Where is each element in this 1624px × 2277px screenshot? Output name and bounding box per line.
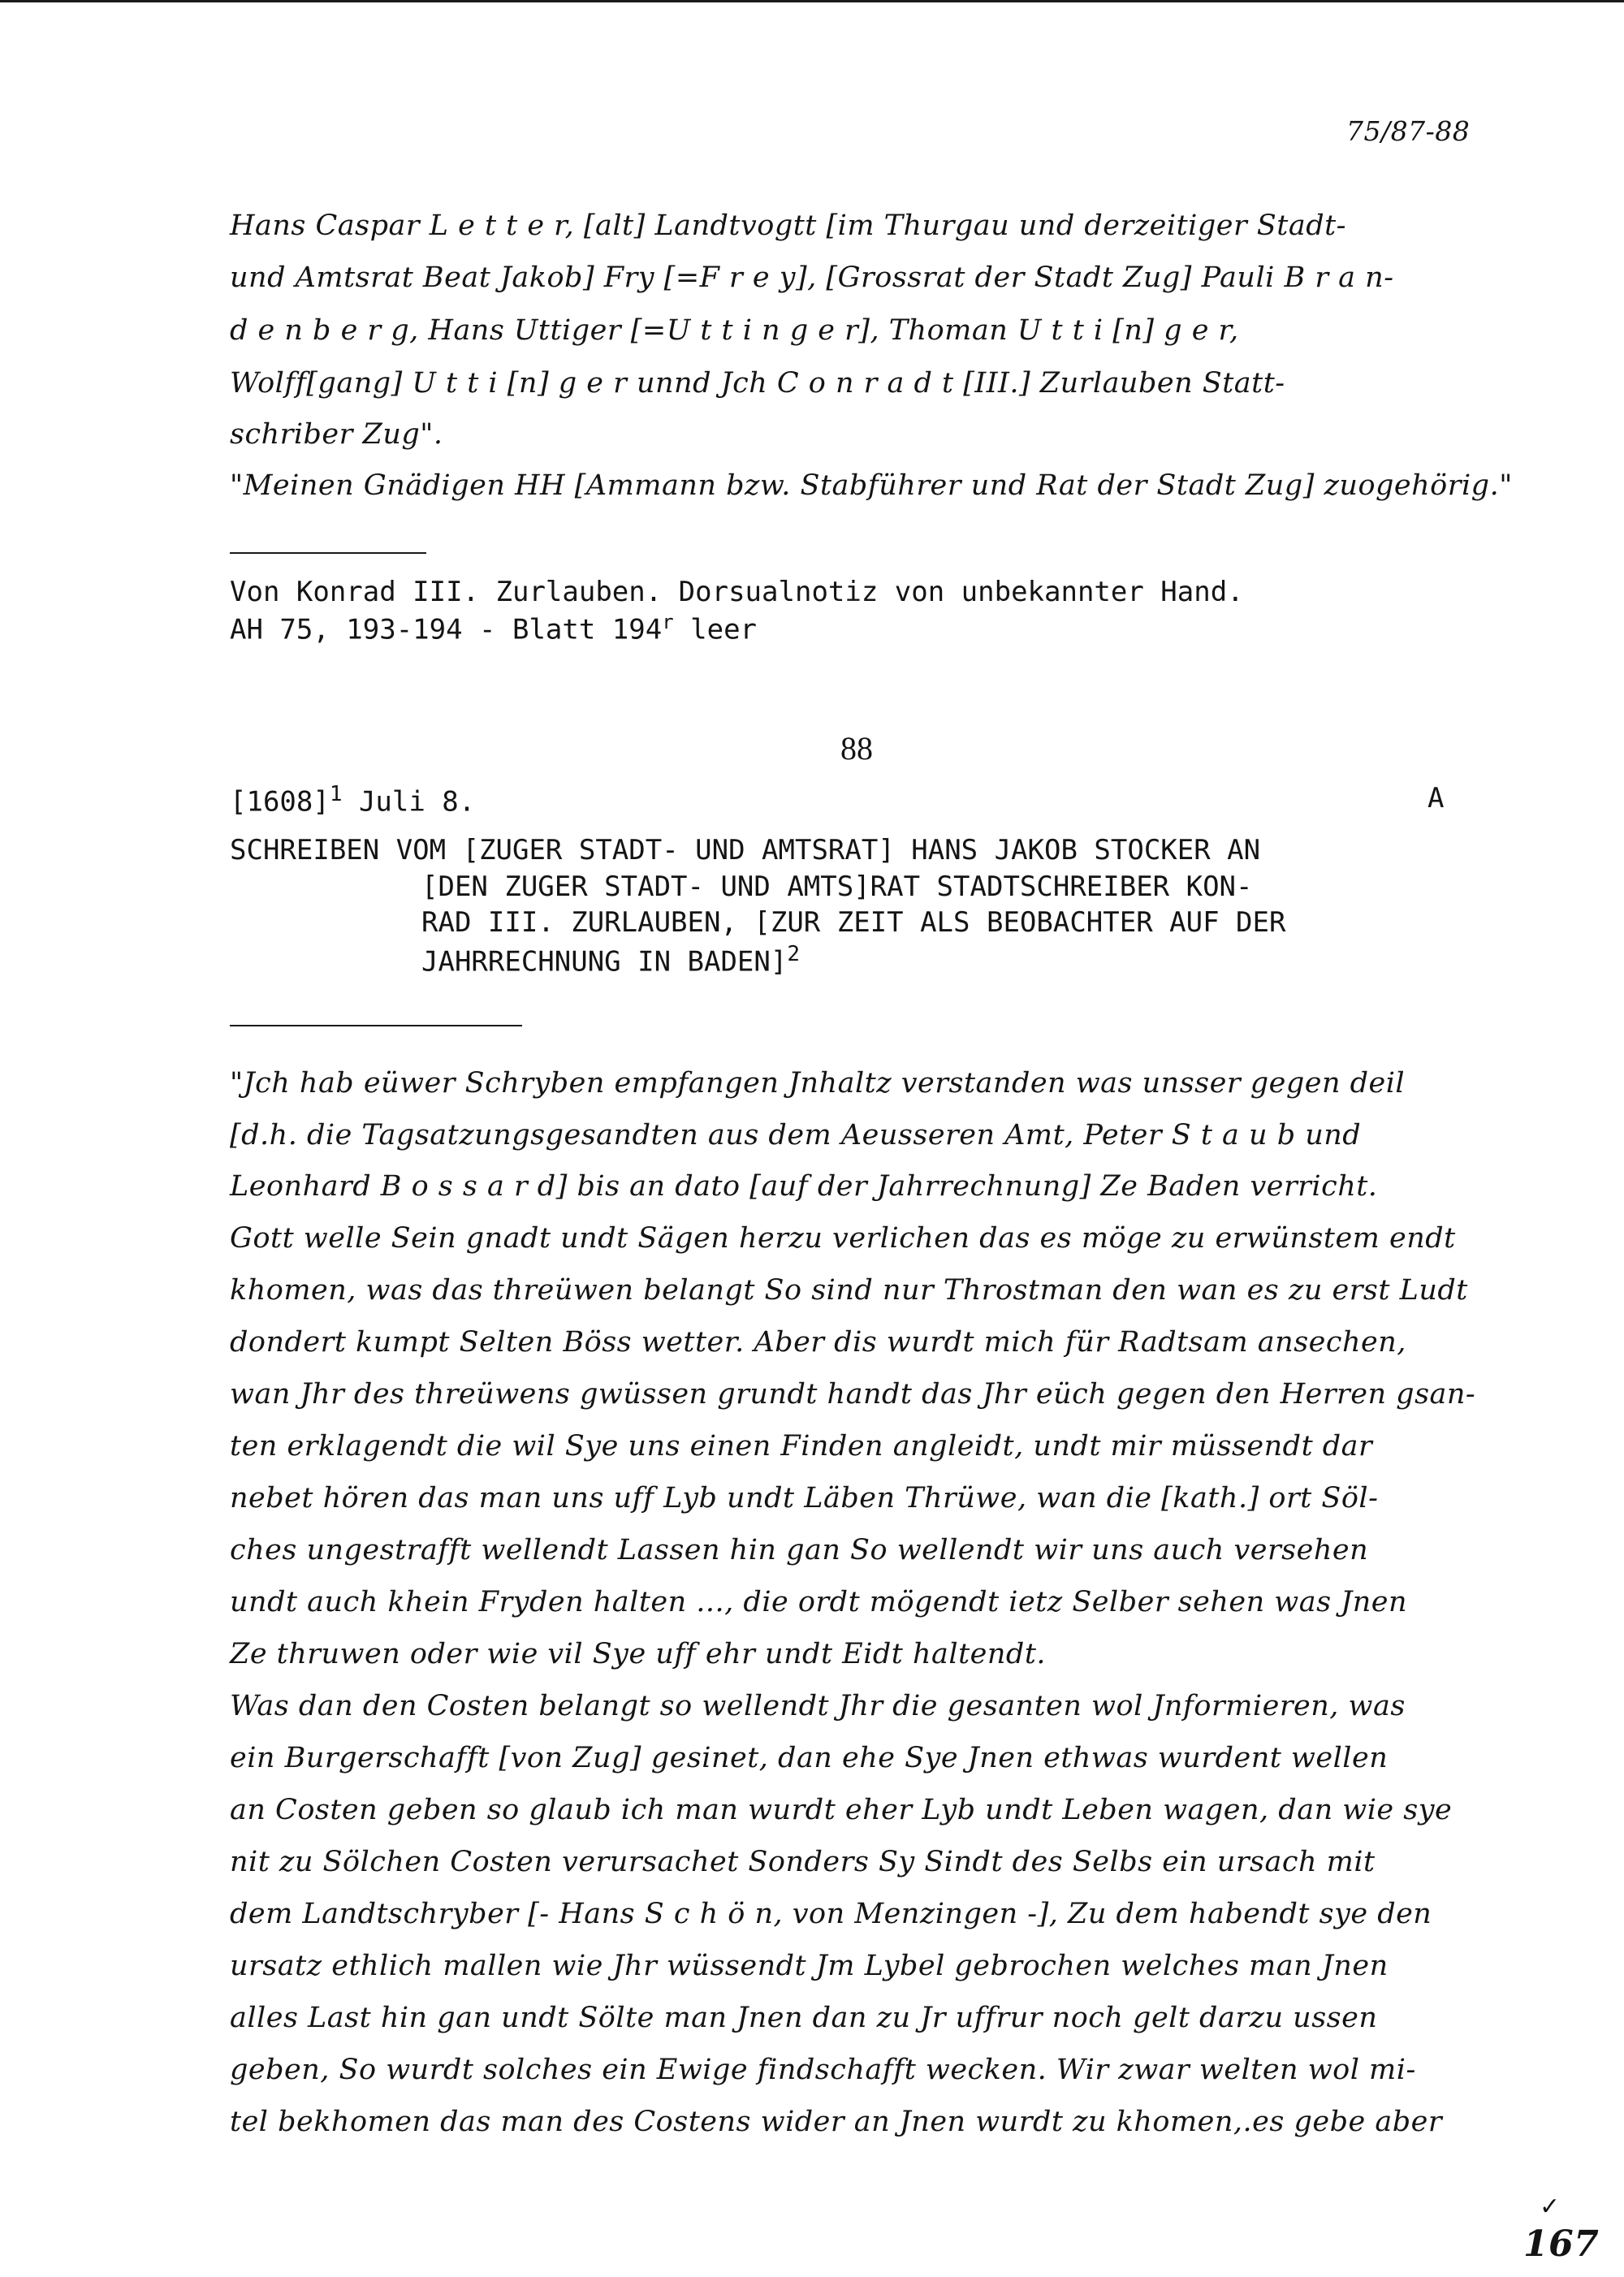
prev-line: schriber Zug".: [230, 418, 443, 451]
document-date: [230, 782, 475, 818]
date-tail: Juli 8.: [342, 785, 476, 819]
body-line: wan Jhr des threüwens gwüssen grundt handt das Jhr eüch gegen den Herren gsan-: [230, 1378, 1476, 1411]
page-top-border: [0, 0, 1624, 2]
body-line: dondert kumpt Selten Böss wetter. Aber dis wurdt mich für Radtsam ansechen,: [230, 1326, 1406, 1359]
document-letter: A: [1427, 782, 1445, 814]
prev-line: d e n b e r g, Hans Uttiger [=U t t i n g e r], Thoman U t t i [n] g e r,: [230, 314, 1239, 347]
body-line: nebet hören das man uns uff Lyb undt Läben Thrüwe, wan die [kath.] ort Söl-: [230, 1482, 1379, 1514]
body-line: dem Landtschryber [- Hans S c h ö n, von Menzingen -], Zu dem habendt sye den: [230, 1898, 1432, 1930]
body-line: ursatz ethlich mallen wie Jhr wüssendt Jm Lybel gebrochen welches man Jnen: [230, 1950, 1389, 1982]
body-line: nit zu Sölchen Costen verursachet Sonders Sy Sindt des Selbs ein ursach mit: [230, 1846, 1376, 1878]
document-number: 88: [840, 730, 873, 767]
note-text: AH 75, 193-194 - Blatt 194: [230, 613, 663, 646]
title-line: [DEN ZUGER STADT- UND AMTS]RAT STADTSCHREIBER KON-: [421, 871, 1253, 903]
body-line: ten erklagendt die wil Sye uns einen Finden angleidt, undt mir müssendt dar: [230, 1430, 1373, 1463]
body-line: khomen, was das threüwen belangt So sind nur Throstman den wan es zu erst Ludt: [230, 1274, 1468, 1307]
body-line: ein Burgerschafft [von Zug] gesinet, dan ehe Sye Jnen ethwas wurdent wellen: [230, 1742, 1389, 1774]
title-line: RAD III. ZURLAUBEN, [ZUR ZEIT ALS BEOBACHTER AUF DER: [421, 906, 1286, 939]
note-line: Von Konrad III. Zurlauben. Dorsualnotiz von unbekannter Hand.: [230, 576, 1244, 608]
title-text: JAHRRECHNUNG IN BADEN]: [421, 945, 788, 979]
note-superscript: r: [662, 611, 674, 633]
body-line: Ze thruwen oder wie vil Sye uff ehr undt Eidt haltendt.: [230, 1638, 1047, 1670]
prev-line: und Amtsrat Beat Jakob] Fry [=F r e y], [Grossrat der Stadt Zug] Pauli B r a n-: [230, 261, 1394, 294]
title-line: [421, 942, 800, 978]
body-line: tel bekhomen das man des Costens wider an Jnen wurdt zu khomen,.es gebe aber: [230, 2106, 1443, 2138]
check-mark: ✓: [1540, 2193, 1561, 2221]
title-footnote-marker: 2: [787, 942, 800, 966]
body-line: undt auch khein Fryden halten ..., die ordt mögendt ietz Selber sehen was Jnen: [230, 1586, 1408, 1618]
prev-line: Wolff[gang] U t t i [n] g e r unnd Jch C o n r a d t [III.] Zurlauben Statt-: [230, 367, 1285, 400]
body-line: Gott welle Sein gnadt undt Sägen herzu verlichen das es möge zu erwünstem endt: [230, 1222, 1456, 1255]
body-line: ches ungestrafft wellendt Lassen hin gan So wellendt wir uns auch versehen: [230, 1534, 1369, 1566]
body-line: [d.h. die Tagsatzungsgesandten aus dem Aeusseren Amt, Peter S t a u b und: [230, 1119, 1362, 1151]
note-tail: leer: [673, 613, 758, 646]
section-rule: [230, 1025, 522, 1026]
note-line: [230, 611, 757, 646]
title-line: SCHREIBEN VOM [ZUGER STADT- UND AMTSRAT] HANS JAKOB STOCKER AN: [230, 834, 1261, 866]
body-line: an Costen geben so glaub ich man wurdt eher Lyb undt Leben wagen, dan wie sye: [230, 1794, 1453, 1826]
prev-address-line: "Meinen Gnädigen HH [Ammann bzw. Stabführer und Rat der Stadt Zug] zuogehörig.": [230, 469, 1513, 502]
footnote-rule: [230, 552, 426, 554]
page-reference: 75/87-88: [1346, 115, 1471, 147]
body-line: alles Last hin gan undt Sölte man Jnen dan zu Jr uffrur noch gelt darzu ussen: [230, 2002, 1378, 2034]
date-text: [1608]: [230, 785, 330, 819]
handwritten-folio-number: 167: [1523, 2223, 1600, 2265]
body-line: Was dan den Costen belangt so wellendt Jhr die gesanten wol Jnformieren, was: [230, 1690, 1406, 1722]
date-footnote-marker: 1: [329, 782, 343, 806]
body-line: Leonhard B o s s a r d] bis an dato [auf der Jahrrechnung] Ze Baden verricht.: [230, 1170, 1378, 1203]
prev-line: Hans Caspar L e t t e r, [alt] Landtvogtt [im Thurgau und derzeitiger Stadt-: [230, 210, 1347, 242]
body-line: geben, So wurdt solches ein Ewige findschafft wecken. Wir zwar welten wol mi-: [230, 2054, 1416, 2086]
body-line: "Jch hab eüwer Schryben empfangen Jnhaltz verstanden was unsser gegen deil: [230, 1067, 1406, 1100]
